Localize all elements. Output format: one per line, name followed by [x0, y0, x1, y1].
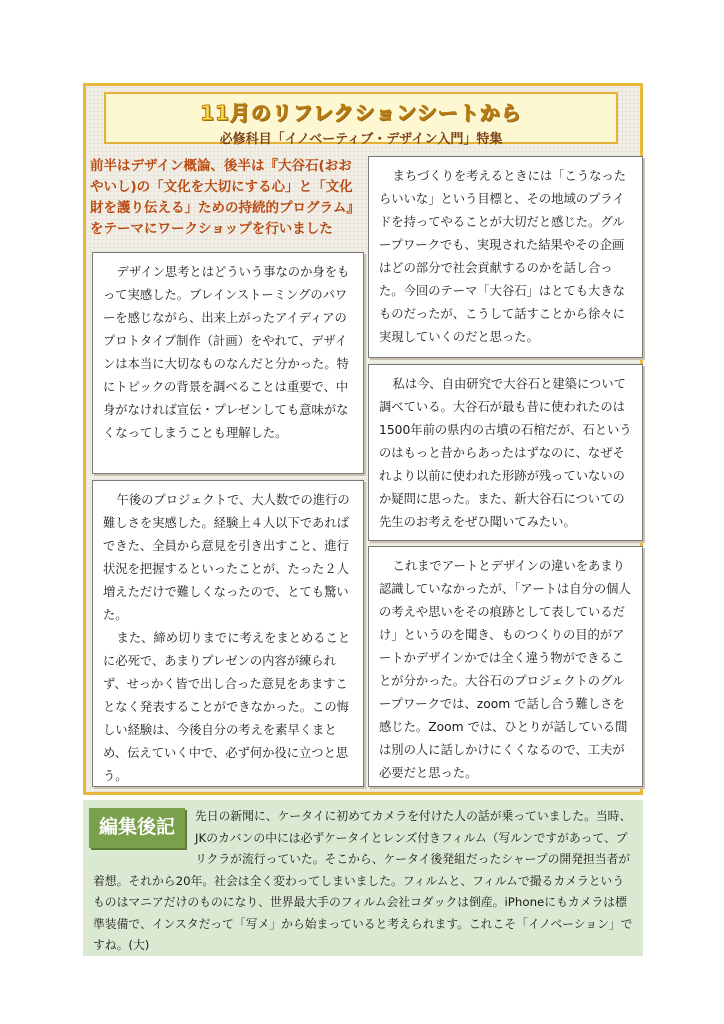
reflection-box-top-right	[368, 156, 643, 358]
reflection-box-middle-right	[368, 364, 643, 541]
reflection-paragraph: デザイン思考とはどういう事なのか身をもって実感した。ブレインストーミングのパワーを感じながら、出来上がったアイディアのプロトタイプ制作（計画）をやれて、デザインは本当に大切なものなんだと分かった。特にトピックの背景を調べることは重要で、中身がなければ宣伝・プレゼンしても意味がなくなってしまうことも理解した。	[103, 265, 350, 440]
reflection-paragraph: まちづくりを考えるときには「こうなったらいいな」という目標と、その地域のプライドを持ってやることが大切だと感じた。グループワークでも、実現された結果やその企画はどの部分で社会貢献するのかを話し合った。今回のテーマ「大谷石」はとても大きなものだったが、こうして話すことから徐々に実現していくのだと思った。	[379, 169, 627, 344]
lead-text: 前半はデザイン概論、後半は『大谷石(おおやいし)の「文化を大切にする心」と「文化財を護り伝える」ための持続的プログラム』をテーマにワークショップを行いました	[90, 158, 360, 237]
reflection-paragraph: これまでアートとデザインの違いをあまり認識していなかったが、「アートは自分の個人の考えや思いをその痕跡として表しているだけ」というのを聞き、ものつくりの目的がアートかデザインかでは全く違う物ができることが分かった。大谷石のプロジェクトのグループワークでは、zoom で話し合う難しさを感じた。Zoom では、ひとりが話している間は別の人に話しかけにくくなるので、工夫が必要だと思った。	[379, 559, 631, 780]
reflection-box-bottom-right	[368, 546, 643, 787]
editor-postscript	[83, 800, 643, 956]
editor-text: 先日の新聞に、ケータイに初めてカメラを付けた人の話が乗っていました。当時、JKのカバンの中には必ずケータイとレンズ付きフィルム（写ルンですがあって、プリクラが流行っていた。そこから、ケータイ後発組だったシャープの開発担当者が着想。それから20年。社会は全く変わってしまいました。フィルムと、フィルムで撮るカメラというものはマニアだけのものになり、世界最大手のフィルム会社コダックは倒産。iPhoneにもカメラは標準装備で、インスタだって「写メ」から始まっていると考えられます。これこそ「イノベーション」ですね。(大)	[93, 809, 633, 952]
page-subtitle: 必修科目「イノベーティブ・デザイン入門」特集	[219, 132, 503, 147]
reflection-box-bottom-left	[92, 480, 364, 787]
reflection-box-top-left	[92, 252, 364, 474]
page-title: 11月のリフレクションシートから	[200, 101, 522, 125]
reflection-paragraph: 私は今、自由研究で大谷石と建築について調べている。大谷石が最も昔に使われたのは1500年前の県内の古墳の石棺だが、石というのはもっと昔からあったはずなのに、なぜそれより以前に使われた形跡が残っていないのか疑問に思った。また、新大谷石についての先生のお考えをぜひ聞いてみたい。	[379, 377, 632, 529]
editor-label: 編集後記	[89, 808, 185, 848]
reflection-paragraph: また、締め切りまでに考えをまとめることに必死で、あまりプレゼンの内容が練られず、せっかく皆で出し合った意見をあますことなく発表することができなかった。この悔しい経験は、今後自分の考えを素早くまとめ、伝えていく中で、必ず何か役に立つと思う。	[103, 631, 351, 783]
title-banner	[104, 92, 618, 147]
reflection-paragraph: 午後のプロジェクトで、大人数での進行の難しさを実感した。経験上４人以下であればできた、全員から意見を引き出すこと、進行状況を把握するといったことが、たった２人増えただけで難しくなったので、とても驚いた。	[103, 493, 350, 622]
